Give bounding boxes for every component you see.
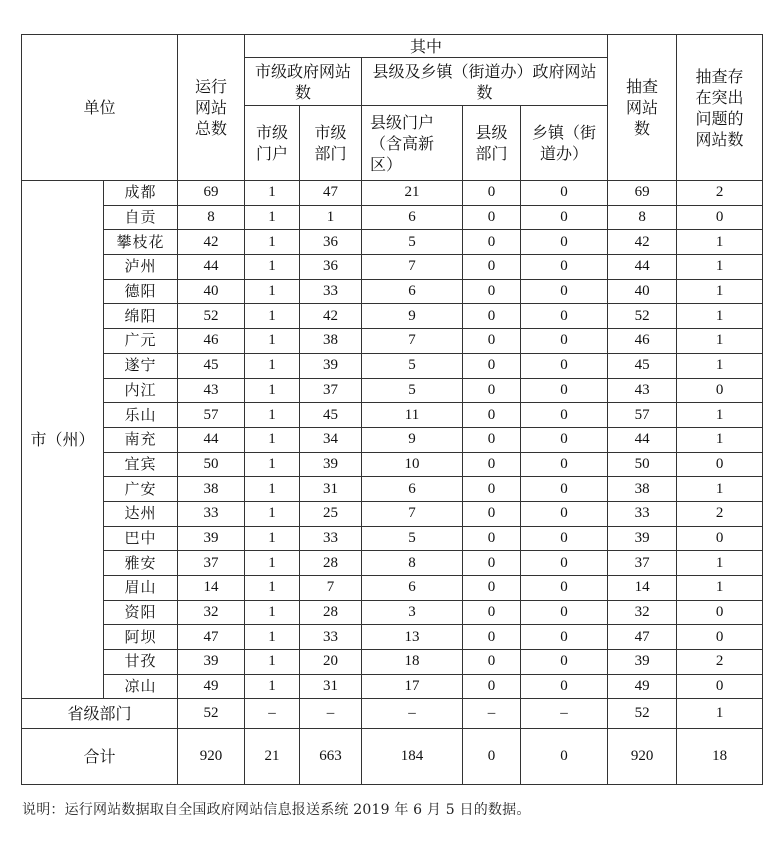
cell-township: 0	[521, 205, 608, 230]
footnote: 说明：运行网站数据取自全国政府网站信息报送系统 2019 年 6 月 5 日的数据。	[22, 802, 531, 818]
cell-city-dept: 663	[300, 729, 362, 785]
city-name: 雅安	[104, 551, 178, 576]
sum-label: 合计	[22, 729, 178, 785]
cell-problem: 0	[677, 600, 763, 625]
cell-county-portal: 5	[362, 353, 463, 378]
cell-county-portal: 6	[362, 205, 463, 230]
cell-county-portal: 13	[362, 625, 463, 650]
header-problem: 抽查存在突出问题的网站数	[677, 35, 763, 181]
cell-total: 50	[178, 452, 245, 477]
cell-city-dept: 33	[300, 526, 362, 551]
cell-county-portal: 7	[362, 501, 463, 526]
cell-problem: 0	[677, 452, 763, 477]
cell-city-portal: 1	[245, 205, 300, 230]
cell-sampled: 42	[608, 230, 677, 255]
cell-problem: 1	[677, 329, 763, 354]
cell-county-portal: 7	[362, 255, 463, 280]
cell-sampled: 52	[608, 304, 677, 329]
sum-row	[22, 729, 763, 785]
cell-city-dept: 39	[300, 452, 362, 477]
cell-sampled: 47	[608, 625, 677, 650]
cell-total: 14	[178, 576, 245, 601]
header-sampled: 抽查网站数	[608, 35, 677, 181]
table-row	[22, 378, 763, 403]
cell-township: 0	[521, 551, 608, 576]
cell-problem: 2	[677, 501, 763, 526]
table-row	[22, 255, 763, 280]
cell-city-portal: 1	[245, 329, 300, 354]
city-name: 甘孜	[104, 650, 178, 675]
cell-county-dept: 0	[463, 181, 521, 206]
cell-county-portal: 9	[362, 304, 463, 329]
cell-sampled: 33	[608, 501, 677, 526]
cell-sampled: 40	[608, 279, 677, 304]
table-row	[22, 279, 763, 304]
cell-county-portal: 184	[362, 729, 463, 785]
cell-city-portal: 1	[245, 255, 300, 280]
cell-problem: 2	[677, 650, 763, 675]
cell-city-dept: 33	[300, 625, 362, 650]
header-county-gov: 县级及乡镇（街道办）政府网站数	[362, 58, 608, 106]
cell-county-dept: 0	[463, 551, 521, 576]
header-county-portal: 县级门户（含高新区）	[362, 106, 463, 181]
cell-county-dept: 0	[463, 329, 521, 354]
city-name: 攀枝花	[104, 230, 178, 255]
cell-sampled: 49	[608, 674, 677, 699]
cell-problem: 1	[677, 279, 763, 304]
city-name: 南充	[104, 427, 178, 452]
city-name: 德阳	[104, 279, 178, 304]
cell-county-portal: 3	[362, 600, 463, 625]
header-unit: 单位	[22, 35, 178, 181]
cell-township: 0	[521, 501, 608, 526]
city-name: 内江	[104, 378, 178, 403]
cell-sampled: 43	[608, 378, 677, 403]
cell-township: 0	[521, 378, 608, 403]
cell-total: 43	[178, 378, 245, 403]
cell-county-dept: 0	[463, 452, 521, 477]
cell-problem: 0	[677, 378, 763, 403]
cell-city-portal: 1	[245, 279, 300, 304]
cell-township: 0	[521, 329, 608, 354]
cell-county-portal: 9	[362, 427, 463, 452]
table-row	[22, 526, 763, 551]
cell-problem: 1	[677, 304, 763, 329]
cell-city-dept: 39	[300, 353, 362, 378]
cell-county-dept: 0	[463, 650, 521, 675]
cell-city-dept: 28	[300, 600, 362, 625]
cell-township: 0	[521, 526, 608, 551]
cell-problem: 1	[677, 353, 763, 378]
cell-county-portal: 7	[362, 329, 463, 354]
cell-county-portal: 5	[362, 526, 463, 551]
cell-problem: 0	[677, 674, 763, 699]
city-name: 绵阳	[104, 304, 178, 329]
cell-township: 0	[521, 279, 608, 304]
cell-city-portal: 1	[245, 625, 300, 650]
cell-total: 57	[178, 403, 245, 428]
cell-county-portal: 17	[362, 674, 463, 699]
cell-county-dept: 0	[463, 427, 521, 452]
cell-sampled: 57	[608, 403, 677, 428]
table-row	[22, 452, 763, 477]
cell-total: 38	[178, 477, 245, 502]
cell-problem: 1	[677, 427, 763, 452]
cell-sampled: 32	[608, 600, 677, 625]
header-county-dept: 县级部门	[463, 106, 521, 181]
cell-county-dept: 0	[463, 279, 521, 304]
cell-city-portal: 1	[245, 674, 300, 699]
cell-sampled: 44	[608, 255, 677, 280]
cell-problem: 0	[677, 625, 763, 650]
cell-sampled: 39	[608, 650, 677, 675]
cell-problem: 0	[677, 205, 763, 230]
cell-city-dept: 1	[300, 205, 362, 230]
cell-township: –	[521, 699, 608, 729]
cell-total: 69	[178, 181, 245, 206]
city-name: 凉山	[104, 674, 178, 699]
table-row	[22, 551, 763, 576]
city-name: 广安	[104, 477, 178, 502]
cell-township: 0	[521, 452, 608, 477]
cell-city-portal: 1	[245, 551, 300, 576]
cell-city-dept: 31	[300, 674, 362, 699]
cell-city-dept: 42	[300, 304, 362, 329]
cell-problem: 1	[677, 576, 763, 601]
city-name: 乐山	[104, 403, 178, 428]
provincial-row	[22, 699, 763, 729]
cell-total: 46	[178, 329, 245, 354]
table-row	[22, 403, 763, 428]
cell-sampled: 69	[608, 181, 677, 206]
cell-total: 49	[178, 674, 245, 699]
table-row	[22, 501, 763, 526]
cell-total: 44	[178, 255, 245, 280]
cell-sampled: 8	[608, 205, 677, 230]
cell-problem: 2	[677, 181, 763, 206]
cell-county-dept: 0	[463, 674, 521, 699]
cell-county-dept: 0	[463, 625, 521, 650]
cell-township: 0	[521, 353, 608, 378]
cell-city-dept: 38	[300, 329, 362, 354]
cell-county-dept: 0	[463, 353, 521, 378]
city-name: 成都	[104, 181, 178, 206]
cell-total: 39	[178, 650, 245, 675]
cell-sampled: 920	[608, 729, 677, 785]
header-township: 乡镇（街道办）	[521, 106, 608, 181]
cell-county-dept: 0	[463, 378, 521, 403]
cell-total: 44	[178, 427, 245, 452]
cell-total: 47	[178, 625, 245, 650]
cell-sampled: 45	[608, 353, 677, 378]
cell-county-dept: 0	[463, 230, 521, 255]
header-city-portal: 市级门户	[245, 106, 300, 181]
cell-city-dept: 36	[300, 230, 362, 255]
cell-sampled: 37	[608, 551, 677, 576]
cell-problem: 1	[677, 551, 763, 576]
cell-township: 0	[521, 625, 608, 650]
table-row	[22, 181, 763, 206]
cell-total: 52	[178, 304, 245, 329]
cell-city-portal: 21	[245, 729, 300, 785]
cell-county-dept: 0	[463, 403, 521, 428]
cell-city-dept: 45	[300, 403, 362, 428]
cell-problem: 1	[677, 403, 763, 428]
cell-sampled: 14	[608, 576, 677, 601]
cell-county-portal: 5	[362, 378, 463, 403]
cell-city-dept: 47	[300, 181, 362, 206]
cell-county-dept: 0	[463, 255, 521, 280]
cell-county-portal: 18	[362, 650, 463, 675]
cell-county-portal: –	[362, 699, 463, 729]
table-row	[22, 205, 763, 230]
city-name: 遂宁	[104, 353, 178, 378]
city-name: 资阳	[104, 600, 178, 625]
city-name: 眉山	[104, 576, 178, 601]
cell-city-portal: 1	[245, 452, 300, 477]
cell-city-dept: 34	[300, 427, 362, 452]
city-name: 达州	[104, 501, 178, 526]
cell-city-portal: 1	[245, 304, 300, 329]
cell-county-dept: 0	[463, 501, 521, 526]
city-name: 巴中	[104, 526, 178, 551]
cell-sampled: 44	[608, 427, 677, 452]
cell-city-portal: 1	[245, 353, 300, 378]
cell-city-portal: 1	[245, 378, 300, 403]
header-total: 运行 网站 总数	[178, 35, 245, 181]
cell-township: 0	[521, 576, 608, 601]
cell-township: 0	[521, 255, 608, 280]
cell-county-portal: 5	[362, 230, 463, 255]
cell-city-portal: 1	[245, 403, 300, 428]
table-row	[22, 304, 763, 329]
cell-total: 40	[178, 279, 245, 304]
cell-total: 45	[178, 353, 245, 378]
cell-city-portal: 1	[245, 501, 300, 526]
cell-problem: 1	[677, 230, 763, 255]
cell-total: 33	[178, 501, 245, 526]
table-row	[22, 427, 763, 452]
cell-city-portal: 1	[245, 576, 300, 601]
header-city-dept: 市级部门	[300, 106, 362, 181]
cell-city-dept: 33	[300, 279, 362, 304]
cell-city-portal: 1	[245, 600, 300, 625]
cell-city-dept: 28	[300, 551, 362, 576]
table-row	[22, 650, 763, 675]
cell-total: 39	[178, 526, 245, 551]
cell-city-portal: 1	[245, 230, 300, 255]
cell-county-portal: 21	[362, 181, 463, 206]
table-row	[22, 576, 763, 601]
cell-total: 42	[178, 230, 245, 255]
table-row	[22, 625, 763, 650]
cell-city-dept: 7	[300, 576, 362, 601]
table-row	[22, 477, 763, 502]
cell-county-dept: 0	[463, 526, 521, 551]
cell-county-dept: 0	[463, 576, 521, 601]
cell-township: 0	[521, 600, 608, 625]
cell-city-portal: 1	[245, 526, 300, 551]
cell-county-dept: 0	[463, 477, 521, 502]
cell-sampled: 50	[608, 452, 677, 477]
cell-county-portal: 6	[362, 576, 463, 601]
cell-city-portal: 1	[245, 181, 300, 206]
cell-township: 0	[521, 181, 608, 206]
cell-total: 920	[178, 729, 245, 785]
cell-township: 0	[521, 403, 608, 428]
cell-city-portal: –	[245, 699, 300, 729]
cell-city-portal: 1	[245, 427, 300, 452]
cell-city-portal: 1	[245, 650, 300, 675]
cell-problem: 1	[677, 477, 763, 502]
table-row	[22, 230, 763, 255]
cell-total: 52	[178, 699, 245, 729]
cell-township: 0	[521, 304, 608, 329]
cell-township: 0	[521, 674, 608, 699]
table-row	[22, 353, 763, 378]
cell-township: 0	[521, 650, 608, 675]
cell-township: 0	[521, 230, 608, 255]
cell-total: 32	[178, 600, 245, 625]
cell-county-portal: 6	[362, 477, 463, 502]
cell-sampled: 39	[608, 526, 677, 551]
cell-city-portal: 1	[245, 477, 300, 502]
cell-township: 0	[521, 477, 608, 502]
cell-city-dept: 25	[300, 501, 362, 526]
cell-county-dept: 0	[463, 205, 521, 230]
city-name: 宜宾	[104, 452, 178, 477]
cell-city-dept: –	[300, 699, 362, 729]
city-name: 阿坝	[104, 625, 178, 650]
header-among: 其中	[245, 35, 608, 58]
cell-problem: 18	[677, 729, 763, 785]
cell-county-dept: 0	[463, 729, 521, 785]
city-name: 广元	[104, 329, 178, 354]
website-statistics-table	[21, 34, 763, 785]
cell-city-dept: 36	[300, 255, 362, 280]
cell-county-portal: 11	[362, 403, 463, 428]
cell-county-dept: 0	[463, 600, 521, 625]
table-row	[22, 674, 763, 699]
cell-city-dept: 37	[300, 378, 362, 403]
header-city-gov: 市级政府网站数	[245, 58, 362, 106]
provincial-label: 省级部门	[22, 699, 178, 729]
cell-county-portal: 10	[362, 452, 463, 477]
table-row	[22, 329, 763, 354]
region-label: 市（州）	[22, 181, 104, 699]
cell-county-portal: 6	[362, 279, 463, 304]
cell-total: 37	[178, 551, 245, 576]
cell-township: 0	[521, 729, 608, 785]
cell-sampled: 52	[608, 699, 677, 729]
table-row	[22, 600, 763, 625]
cell-problem: 1	[677, 255, 763, 280]
cell-city-dept: 20	[300, 650, 362, 675]
cell-township: 0	[521, 427, 608, 452]
cell-city-dept: 31	[300, 477, 362, 502]
cell-problem: 1	[677, 699, 763, 729]
cell-county-dept: –	[463, 699, 521, 729]
cell-county-portal: 8	[362, 551, 463, 576]
cell-problem: 0	[677, 526, 763, 551]
cell-sampled: 46	[608, 329, 677, 354]
city-name: 自贡	[104, 205, 178, 230]
cell-sampled: 38	[608, 477, 677, 502]
city-name: 泸州	[104, 255, 178, 280]
cell-county-dept: 0	[463, 304, 521, 329]
cell-total: 8	[178, 205, 245, 230]
